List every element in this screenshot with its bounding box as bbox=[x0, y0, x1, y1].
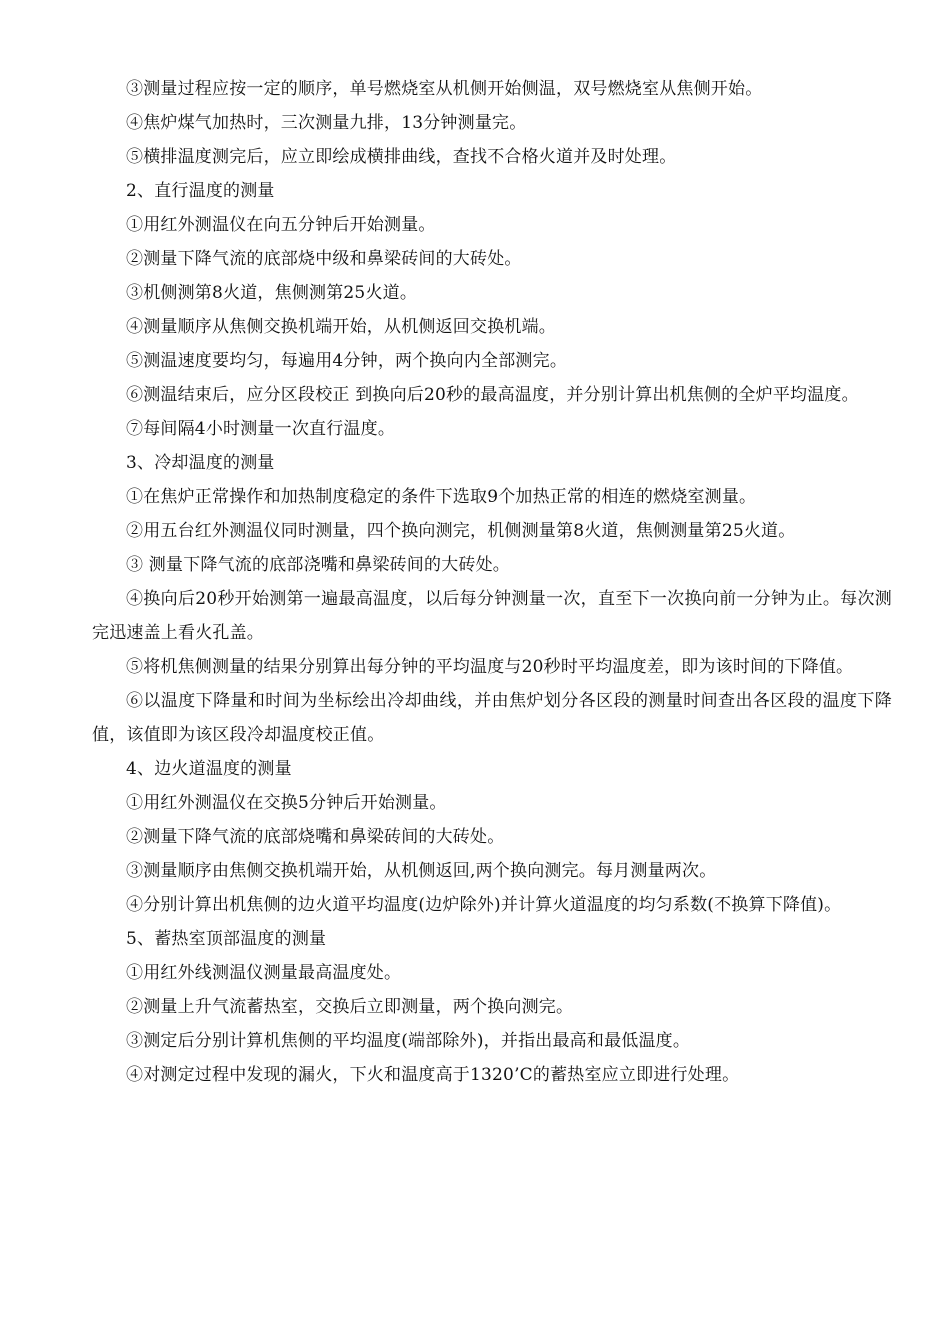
paragraph: ⑤测温速度要均匀，每遍用4分钟，两个换向内全部测完。 bbox=[126, 351, 568, 371]
paragraph: ⑦每间隔4小时测量一次直行温度。 bbox=[126, 419, 396, 439]
section-heading: 3、冷却温度的测量 bbox=[126, 453, 275, 473]
paragraph: ③测定后分别计算机焦侧的平均温度(端部除外)，并指出最高和最低温度。 bbox=[126, 1031, 691, 1051]
paragraph: ⑤横排温度测完后，应立即绘成横排曲线，查找不合格火道并及时处理。 bbox=[126, 147, 677, 167]
paragraph: ②测量上升气流蓄热室，交换后立即测量，两个换向测完。 bbox=[126, 997, 574, 1017]
paragraph: ①在焦炉正常操作和加热制度稳定的条件下选取9个加热正常的相连的燃烧室测量。 bbox=[126, 487, 757, 507]
section-heading: 2、直行温度的测量 bbox=[126, 181, 275, 201]
document-page bbox=[92, 72, 892, 1092]
paragraph: ③机侧测第8火道，焦侧测第25火道。 bbox=[126, 283, 418, 303]
paragraph: ④分别计算出机焦侧的边火道平均温度(边炉除外)并计算火道温度的均匀系数(不换算下降值)。 bbox=[126, 895, 842, 915]
paragraph: ④对测定过程中发现的漏火，下火和温度高于1320’C的蓄热室应立即进行处理。 bbox=[126, 1065, 740, 1085]
paragraph: ②用五台红外测温仪同时测量，四个换向测完，机侧测量第8火道，焦侧测量第25火道。 bbox=[126, 521, 796, 541]
paragraph: ⑥测温结束后，应分区段校正 到换向后20秒的最高温度，并分别计算出机焦侧的全炉平均温度。 bbox=[126, 385, 859, 405]
paragraph: ③测量顺序由焦侧交换机端开始，从机侧返回,两个换向测完。每月测量两次。 bbox=[126, 861, 717, 881]
paragraph: ②测量下降气流的底部烧中级和鼻梁砖间的大砖处。 bbox=[126, 249, 522, 269]
paragraph: ③测量过程应按一定的顺序，单号燃烧室从机侧开始侧温，双号燃烧室从焦侧开始。 bbox=[126, 79, 763, 99]
paragraph: ①用红外测温仪在交换5分钟后开始测量。 bbox=[126, 793, 447, 813]
paragraph: ②测量下降气流的底部烧嘴和鼻梁砖间的大砖处。 bbox=[126, 827, 505, 847]
section-heading: 4、边火道温度的测量 bbox=[126, 759, 292, 779]
paragraph: ①用红外测温仪在向五分钟后开始测量。 bbox=[126, 215, 436, 235]
paragraph: ⑥以温度下降量和时间为坐标绘出冷却曲线，并由焦炉划分各区段的测量时间查出各区段的温度下降值，该值即为该区段冷却温度校正值。 bbox=[92, 691, 892, 745]
paragraph: ①用红外线测温仪测量最高温度处。 bbox=[126, 963, 402, 983]
paragraph: ④换向后20秒开始测第一遍最高温度，以后每分钟测量一次，直至下一次换向前一分钟为止。每次测完迅速盖上看火孔盖。 bbox=[92, 589, 892, 643]
section-heading: 5、蓄热室顶部温度的测量 bbox=[126, 929, 327, 949]
paragraph: ⑤将机焦侧测量的结果分别算出每分钟的平均温度与20秒时平均温度差，即为该时间的下降值。 bbox=[126, 657, 854, 677]
paragraph: ④焦炉煤气加热时，三次测量九排，13分钟测量完。 bbox=[126, 113, 527, 133]
paragraph: ④测量顺序从焦侧交换机端开始，从机侧返回交换机端。 bbox=[126, 317, 556, 337]
paragraph: ③ 测量下降气流的底部浇嘴和鼻梁砖间的大砖处。 bbox=[126, 555, 511, 575]
